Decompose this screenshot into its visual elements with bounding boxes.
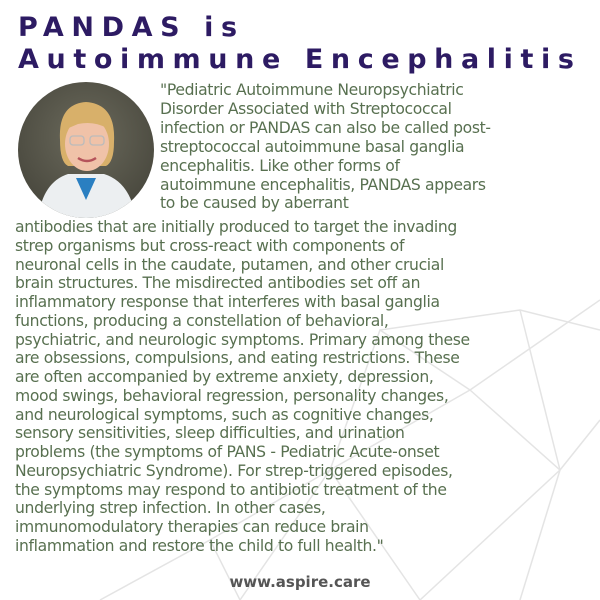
quote-line: immunomodulatory therapies can reduce brain	[15, 518, 369, 536]
quote-line: encephalitis. Like other forms of	[160, 156, 400, 175]
title-line-1: PANDAS is	[18, 12, 245, 43]
quote-line: Neuropsychiatric Syndrome). For strep-triggered episodes,	[15, 461, 453, 480]
quote-line: psychiatric, and neurologic symptoms. Primary among these	[15, 330, 470, 349]
quote-line: autoimmune encephalitis, PANDAS appears	[160, 175, 486, 194]
website-url: www.aspire.care	[229, 573, 371, 591]
quote-line: and neurological symptoms, such as cognitive changes,	[15, 405, 434, 424]
quote-line: "Pediatric Autoimmune Neuropsychiatric	[160, 81, 464, 99]
quote-line: are often accompanied by extreme anxiety, depression,	[15, 368, 434, 386]
quote-line: sensory sensitivities, sleep difficulties, and urination	[15, 424, 405, 443]
quote-line: problems (the symptoms of PANS - Pediatric Acute-onset	[15, 443, 440, 461]
quote-line: functions, producing a constellation of behavioral,	[15, 311, 389, 330]
quote-line: inflammation and restore the child to full health."	[15, 536, 384, 555]
quote-line: the symptoms may respond to antibiotic treatment of the	[15, 480, 447, 499]
quote-line: strep organisms but cross-react with components of	[15, 236, 405, 255]
quote-line: are obsessions, compulsions, and eating restrictions. These	[15, 349, 460, 368]
doctor-portrait-photo	[18, 82, 154, 218]
quote-line: antibodies that are initially produced to target the invading	[15, 218, 457, 236]
quote-line: streptococcal autoimmune basal ganglia	[160, 137, 465, 156]
title-line-2: Autoimmune Encephalitis	[18, 44, 582, 75]
quote-line: neuronal cells in the caudate, putamen, and other crucial	[15, 255, 444, 274]
quote-line: mood swings, behavioral regression, personality changes,	[15, 386, 449, 405]
quote-line: brain structures. The misdirected antibodies set off an	[15, 274, 421, 293]
quote-line: inflammatory response that interferes with basal ganglia	[15, 293, 440, 311]
quote-line: Disorder Associated with Streptococcal	[160, 99, 452, 118]
quote-line: to be caused by aberrant	[160, 194, 349, 213]
quote-line: infection or PANDAS can also be called post-	[160, 118, 491, 137]
quote-line: underlying strep infection. In other cases,	[15, 499, 326, 518]
